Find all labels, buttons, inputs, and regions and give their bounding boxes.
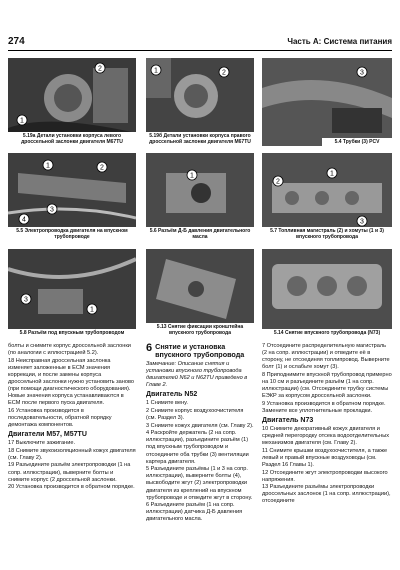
svg-text:1: 1 bbox=[20, 117, 24, 125]
engine-photo bbox=[8, 249, 136, 337]
subheading: Двигатель N73 bbox=[262, 416, 314, 424]
figure-5-14 bbox=[262, 249, 392, 337]
figure-caption: 5.8 Разъём под впускным трубопроводом bbox=[8, 329, 136, 337]
svg-text:3: 3 bbox=[360, 69, 364, 77]
paragraph: 4 Раскройте держатель (2 на сопр. иллюстрации), разъедините разъём (1) под впускным трубопроводом и отсоедините оба трубки (3) вентиляции картера двигателя. bbox=[146, 430, 249, 465]
svg-text:1: 1 bbox=[90, 306, 94, 314]
section-heading bbox=[146, 343, 254, 359]
note: Замечание: Описание снятия и установки впускного трубопровода двигателей N62 и N62TU приведено в Главе 2. bbox=[146, 361, 248, 389]
figure-5-13 bbox=[146, 249, 254, 337]
text-column-3 bbox=[262, 343, 392, 506]
paragraph: 8 Приподнимите впускной трубопровод примерно на 10 см и разъедините разъём (1 на сопр. иллюстрации) (см. Отсоедините трубку системы ЕЭКР за корпусом дроссельной заслонки. bbox=[262, 371, 392, 400]
subheading: Двигатель N52 bbox=[146, 391, 198, 399]
paragraph: 16 Установка производится в последовательности, обратной порядку демонтажа компонентов. bbox=[8, 407, 112, 429]
figure-caption: 5.19а Детали установки корпуса левого дроссельной заслонки двигателя M67TU bbox=[8, 132, 136, 146]
svg-text:3: 3 bbox=[360, 218, 364, 226]
figure-caption: 5.7 Топливная магистраль (2) и хомуты (1 и 3) впускного трубопровода bbox=[262, 227, 392, 241]
svg-text:2: 2 bbox=[222, 69, 226, 77]
figure-5-8 bbox=[8, 249, 136, 337]
engine-photo bbox=[262, 249, 392, 337]
chapter-title: Часть А: Система питания bbox=[287, 37, 392, 46]
page-header bbox=[8, 36, 392, 51]
svg-text:1: 1 bbox=[330, 170, 334, 178]
figure-caption: 5.5 Электропроводка двигателя на впускном трубопроводе bbox=[8, 227, 136, 241]
paragraph: 19 Разъедините разъём электропроводки (1 на сопр. иллюстрации), выверните болты и снимите корпус (2 дроссельной заслонки. bbox=[8, 462, 131, 483]
svg-text:1: 1 bbox=[154, 67, 158, 75]
paragraph: 17 Выключите зажигание. bbox=[8, 440, 76, 447]
figure-caption: 5.14 Снятие впускного трубопровода (N73) bbox=[262, 329, 392, 337]
paragraph: 20 Установка производится в обратном порядке. bbox=[8, 484, 135, 491]
svg-text:1: 1 bbox=[190, 172, 194, 180]
figure-5-5 bbox=[8, 153, 136, 241]
section-title: Снятие и установка впускного трубопровода bbox=[155, 342, 245, 359]
svg-text:2: 2 bbox=[98, 65, 102, 73]
svg-text:3: 3 bbox=[24, 296, 28, 304]
section-number: 6 bbox=[146, 342, 153, 354]
figure-caption: 5.13 Снятие фиксации кронштейна впускного трубопровода bbox=[146, 323, 254, 337]
figure-caption: 5.6 Разъём Д-Б давления двигательного масла bbox=[146, 227, 254, 241]
svg-text:1: 1 bbox=[46, 162, 50, 170]
paragraph: 6 Разъедините разъём (1 на сопр. иллюстрации) датчика Д-Б давления двигательного масла. bbox=[146, 502, 243, 523]
paragraph: 7 Отсоедините распределительную магистраль (2 на сопр. иллюстрации) и отведите её в сторону, не отсоединяя топлипровод. Выверните болт (1) и ослабьте хомут (3). bbox=[262, 343, 390, 371]
figure-5-6 bbox=[146, 153, 254, 241]
text-column-2 bbox=[146, 343, 254, 524]
paragraph: 10 Снимите декоративный кожух двигателя и средней перегородку отсека водоотделительных механизмов двигателя (см. Главу 2). bbox=[262, 425, 390, 447]
paragraph: 1 Снимите вену. bbox=[146, 400, 188, 407]
paragraph: 9 Установка производится в обратном порядке. Замените все уплотнительные прокладки. bbox=[262, 400, 386, 414]
paragraph: 13 Разъедините разъёмы электропроводки дроссельных заслонок (1 на сопр. иллюстрации), отсоедините bbox=[262, 484, 391, 505]
svg-text:2: 2 bbox=[100, 164, 104, 172]
subheading: Двигатели M57, M57TU bbox=[8, 431, 87, 439]
svg-text:2: 2 bbox=[276, 178, 280, 186]
paragraph: 12 Отсоедините жгут электропроводки высокого напряжения. bbox=[262, 469, 388, 483]
figure-5-19a bbox=[8, 58, 136, 146]
page-number: 274 bbox=[8, 36, 25, 47]
figure-caption: 5.4 Трубки (3) PCV bbox=[322, 138, 392, 146]
figure-5-7 bbox=[262, 153, 392, 241]
figure-caption: 5.19б Детали установки корпуса правого дроссельной заслонки двигателя M67TU bbox=[146, 132, 254, 146]
svg-text:3: 3 bbox=[50, 206, 54, 214]
paragraph: 5 Разъедините разъёмы (1 и 3 на сопр. иллюстрации), выверните болты (4), высвободите жгут (2) электропроводки двигателя из креплений на впускном трубопроводе и отведите жгут в сторону. bbox=[146, 466, 253, 501]
engine-photo bbox=[262, 58, 392, 146]
paragraph: 11 Снимите крышки воздухоочистителя, а также левый и правый впускные воздуховоды (см. Раздел 16 Главы 1). bbox=[262, 447, 388, 468]
paragraph: 2 Снимите корпус воздухоочистителя (см. Раздел 3). bbox=[146, 407, 244, 422]
paragraph: 18 Снимите звукоизоляционный кожух двигателя (см. Главу 2). bbox=[8, 447, 136, 461]
text-column-1 bbox=[8, 343, 136, 492]
paragraph: 3 Снимите кожух двигателя (см. Главу 2). bbox=[146, 422, 254, 429]
figure-5-4 bbox=[262, 58, 392, 146]
paragraph: 18 Неисправная дроссельная заслонка изменяет заложенные в ECM значения коррекции, и после замены корпуса дроссельной заслонки нужно установить заново (при помощи диагностического оборудования). Новые значения корпуса устанавливаются в ECM после первого пуска двигателя. bbox=[8, 357, 134, 407]
figure-5-19b bbox=[146, 58, 254, 146]
svg-text:4: 4 bbox=[22, 216, 26, 224]
paragraph: болты и снимите корпус дроссельной заслонки (по аналогии с иллюстрацией 5.2). bbox=[8, 343, 131, 357]
